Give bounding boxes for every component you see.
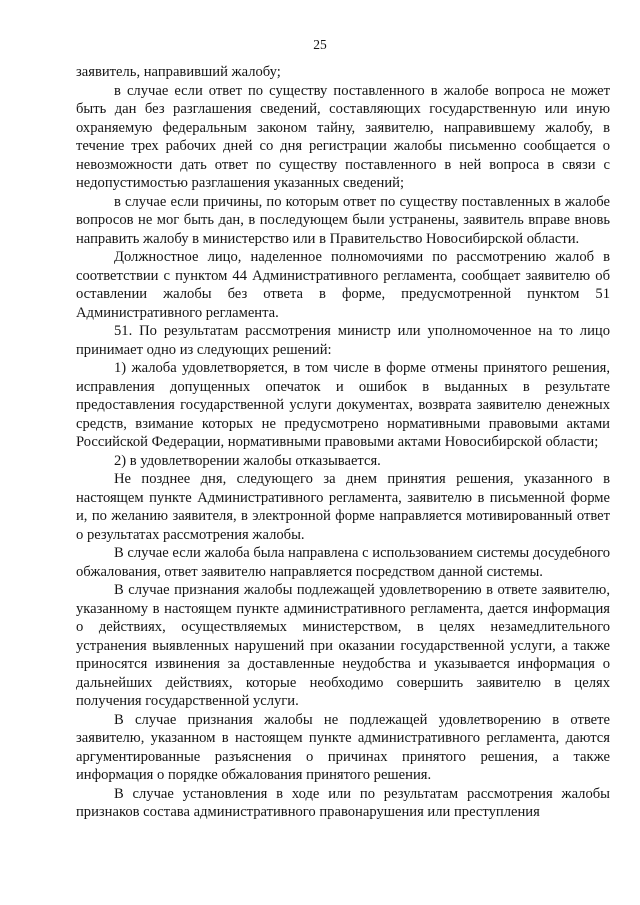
paragraph: Должностное лицо, наделенное полномочиями по рассмотрению жалоб в соответствии с пунктом 44 Административного регламента, сообщает заявителю об оставлении жалобы без ответа в форме, предусмотренной пунктом 51 Административного регламента. <box>76 249 610 321</box>
paragraph: 2) в удовлетворении жалобы отказывается. <box>114 452 381 469</box>
paragraph: В случае установления в ходе или по результатам рассмотрения жалобы признаков состава административного правонарушения или преступления <box>76 785 610 820</box>
paragraph: Не позднее дня, следующего за днем принятия решения, указанного в настоящем пункте Административного регламента, заявителю в письменной форме и, по желанию заявителя, в электронной форме направляется мотивированный ответ о результатах рассмотрения жалобы. <box>76 471 610 543</box>
paragraph: В случае признания жалобы не подлежащей удовлетворению в ответе заявителю, указанном в настоящем пункте административного регламента, даются аргументированные разъяснения о причинах принятого решения, а также информация о порядке обжалования принятого решения. <box>76 711 610 783</box>
paragraph: в случае если ответ по существу поставленного в жалобе вопроса не может быть дан без разглашения сведений, составляющих государственную или иную охраняемую федеральным законом тайну, заявителю, направившему жалобу, в течение трех рабочих дней со дня регистрации жалобы письменно сообщается о невозможности дать ответ по существу поставленного в ней вопроса в связи с недопустимостью разглашения указанных сведений; <box>76 82 610 191</box>
page-number: 25 <box>313 37 327 52</box>
paragraph: в случае если причины, по которым ответ по существу поставленных в жалобе вопросов не мог быть дан, в последующем были устранены, заявитель вправе вновь направить жалобу в министерство или в Правительство Новосибирской области. <box>76 193 610 247</box>
paragraph: заявитель, направивший жалобу; <box>76 64 281 80</box>
paragraph: В случае если жалоба была направлена с использованием системы досудебного обжалования, ответ заявителю направляется посредством данной системы. <box>76 545 610 580</box>
paragraph: 1) жалоба удовлетворяется, в том числе в форме отмены принятого решения, исправления допущенных опечаток и ошибок в выданных в результате предоставления государственной услуги документах, возврата заявителю денежных средств, взимание которых не предусмотрено нормативными правовыми актами Российской Федерации, нормативными правовыми актами Новосибирской области; <box>76 360 610 450</box>
document-body <box>76 63 610 822</box>
paragraph: 51. По результатам рассмотрения министр или уполномоченное на то лицо принимает одно из следующих решений: <box>76 323 610 358</box>
paragraph: В случае признания жалобы подлежащей удовлетворению в ответе заявителю, указанному в настоящем пункте административного регламента, дается информация о действиях, осуществляемых министерством, в целях незамедлительного устранения выявленных нарушений при оказании государственной услуги, а также приносятся извинения за доставленные неудобства и указывается информация о дальнейших действиях, которые необходимо совершить заявителю в целях получения государственной услуги. <box>76 582 610 709</box>
